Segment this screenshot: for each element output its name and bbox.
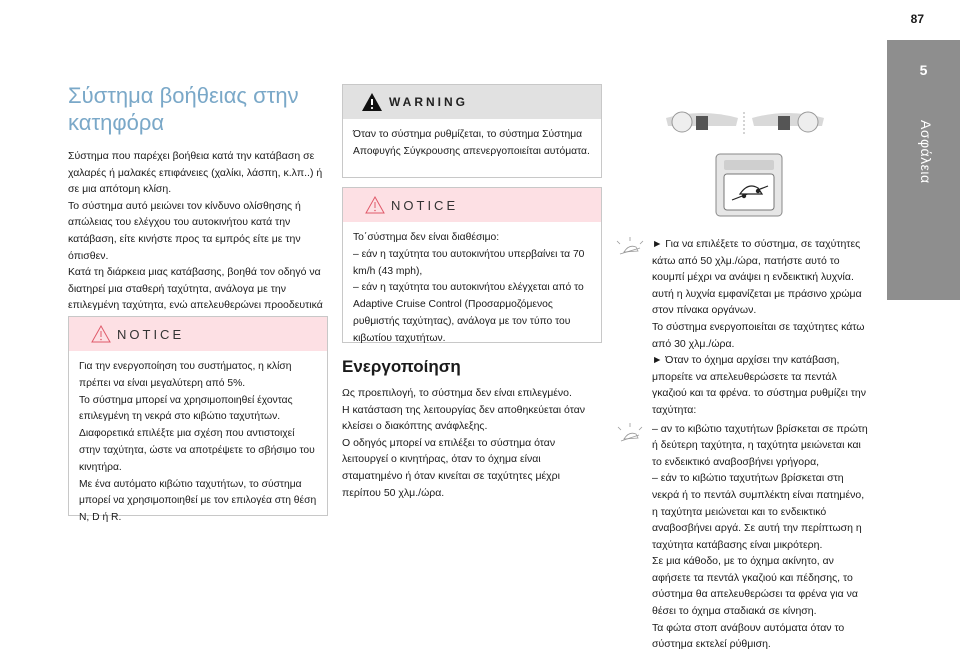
- activation-text: Ως προεπιλογή, το σύστημα δεν είναι επιλεγμένο. Η κατάσταση της λειτουργίας δεν αποθηκεύεται όταν κλείσει ο διακόπτης ανάφλεξης. Ο οδηγός μπορεί να επιλέξει το σύστημα όταν λειτουργεί ο κινητήρας, όταν το όχημα είναι σταματημένο ή όταν κινείται σε ταχύτητες μέχρι περίπου 50 χλμ./ώρα.: [342, 387, 586, 499]
- notice-header: [69, 317, 327, 351]
- notice-label: NOTICE: [117, 327, 185, 342]
- warning-triangle-icon: [361, 92, 383, 112]
- notice-box-conditions: [68, 316, 328, 524]
- chapter-tab: [887, 40, 960, 300]
- caution-triangle-icon: [91, 325, 111, 343]
- descent-assist-intro: [68, 82, 326, 331]
- caution-triangle-icon: [365, 196, 385, 214]
- warning-box: [342, 84, 602, 178]
- warning-text: Όταν το σύστημα ρυθμίζεται, το σύστημα Σύστημα Αποφυγής Σύγκρουσης απενεργοποιείται αυτόματα.: [353, 129, 590, 157]
- notice-label: NOTICE: [391, 198, 459, 213]
- notice-text: Για την ενεργοποίηση του συστήματος, η κλίση πρέπει να είναι μεγαλύτερη από 5%. Το σύστημα μπορεί να χρησιμοποιηθεί έχοντας επιλεγμένη τη νεκρά στο κιβώτιο ταχυτήτων. Διαφορετικά επιλέξτε μια σχέση που αντιστοιχεί στην ταχύτητα, ώστε να αποτρέψετε το σβήσιμο του κινητήρα. Με ένα αυτόματο κιβώτιο ταχυτήτων, το σύστημα μπορεί να χρησιμοποιηθεί με τον επιλογέα στη θέση N, D ή R.: [79, 361, 317, 524]
- speed-regulation-text: – αν το κιβώτιο ταχυτήτων βρίσκεται σε πρώτη ή δεύτερη ταχύτητα, η ταχύτητα μειώνεται και το ενδεικτικό αναβοσβήνει γρήγορα, – εάν το κιβώτιο ταχυτήτων βρίσκεται στη νεκρά ή το πεντάλ συμπλέκτη είναι πατημένο, η ταχύτητα μειώνεται και το ενδεικτικό αναβοσβήνει αργά. Σε αυτή την περίπτωση η ταχύτητα κατάβασης είναι μικρότερη. Σε μια κάθοδο, με το όχημα ακίνητο, αν αφήσετε τα πεντάλ γκαζιού και πέδησης, το σύστημα θα απελευθερώσει τα φρένα για να θέσει το όχημα σταδιακά σε κίνηση. Τα φώτα στοπ ανάβουν αυτόματα όταν το σύστημα εκτελεί ρύθμιση.: [652, 422, 868, 651]
- intro-text: Σύστημα που παρέχει βοήθεια κατά την κατάβαση σε χαλαρές ή μαλακές επιφάνειες (χαλίκι, λάσπη, κ.λπ..) ή σε μια απότομη κλίση. Το σύστημα αυτό μειώνει τον κίνδυνο ολίσθησης ή απώλειας του ελέγχου του αυτοκινήτου κατά την κατάβαση, είτε κινήστε προς τα εμπρός είτε με την όπισθεν. Κατά τη διάρκεια μιας κατάβασης, βοηθά τον οδηγό να διατηρεί μια σταθερή ταχύτητα, ανάλογα με την επιλεγμένη ταχύτητα, ενώ απελευθερώνει προοδευτικά: [68, 150, 323, 312]
- usage-instructions: [612, 236, 870, 653]
- steering-wheel-left-illustration: [666, 112, 738, 132]
- descent-indicator-light-icon: [612, 421, 648, 447]
- instructions-text: ► Για να επιλέξετε το σύστημα, σε ταχύτητες κάτω από 50 χλμ./ώρα, πατήστε αυτό το κουμπί μέχρι να ανάψει η ενδεικτική λυχνία. αυτή η λυχνία εμφανίζεται με πράσινο χρώμα στον πίνακα οργάνων. Το σύστημα ενεργοποιείται σε ταχύτητες κάτω από 30 χλμ./ώρα. ► Όταν το όχημα αρχίσει την κατάβαση, μπορείτε να απελευθερώσετε τα πεντάλ γκαζιού και τα φρένα. το σύστημα ρυθμίζει την ταχύτητα:: [652, 238, 866, 416]
- notice-box-availability: [342, 187, 602, 343]
- page-number: 87: [910, 12, 924, 26]
- dashboard-illustration: [612, 90, 884, 230]
- warning-header: [343, 85, 601, 119]
- warning-label: WARNING: [389, 95, 468, 109]
- notice-header: [343, 188, 601, 222]
- steering-wheel-right-illustration: [752, 112, 824, 132]
- activation-heading: Ενεργοποίηση: [342, 357, 461, 376]
- chapter-number: 5: [919, 62, 928, 78]
- indicator-lamp-icon: [612, 236, 648, 258]
- activation-section: [342, 357, 600, 501]
- section-title: Ασφάλεια: [918, 120, 934, 184]
- notice-text: Το΄σύστημα δεν είναι διαθέσιμο: – εάν η ταχύτητα του αυτοκινήτου υπερβαίνει τα 70 km/h (43 mph), – εάν η ταχύτητα του αυτοκινήτου ελέγχεται από το Adaptive Cruise Control (Προσαρμοζόμενος ρυθμιστής ταχύτητας), ανάλογα με τον τύπο του κιβωτίου ταχυτήτων.: [353, 232, 585, 344]
- section-heading: Σύστημα βοήθειας στην κατηφόρα: [68, 83, 299, 135]
